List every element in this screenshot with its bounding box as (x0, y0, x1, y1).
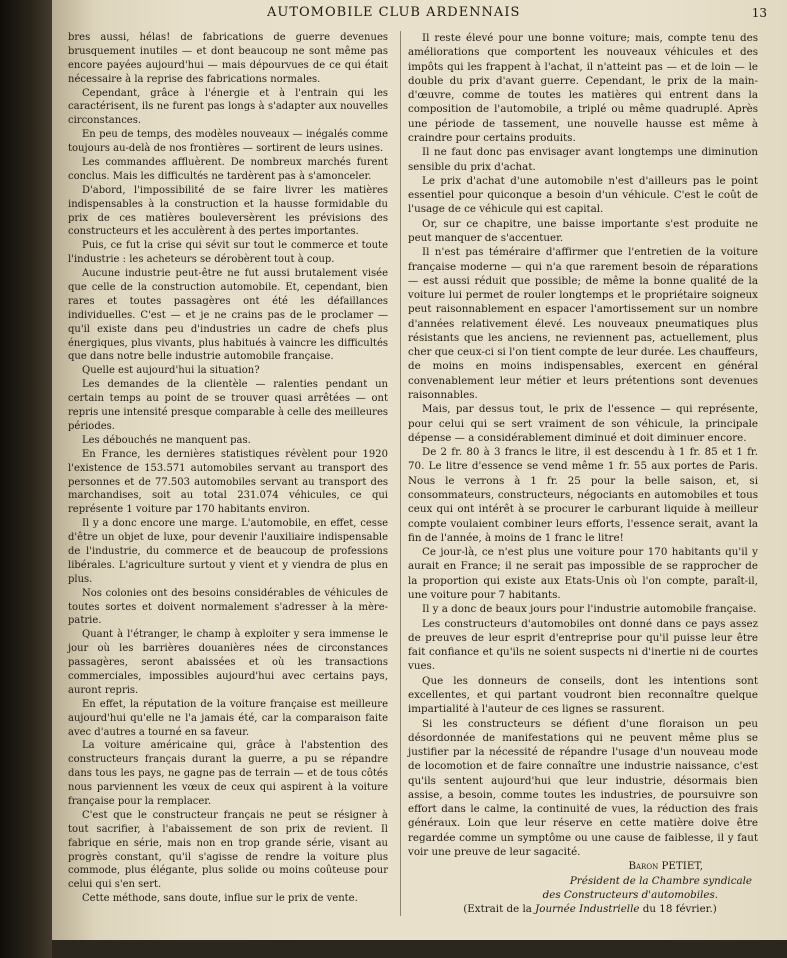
paragraph: Nos colonies ont des besoins considérables de véhicules de toutes sortes et doivent normalement s'adresser à la mère-patrie. (68, 587, 388, 627)
paragraph: Puis, ce fut la crise qui sévit sur tout le commerce et toute l'industrie : les acheteurs se dérobèrent tout à coup. (68, 240, 388, 266)
source-suffix: du 18 février.) (642, 903, 717, 916)
source-note (408, 902, 758, 916)
paragraph: Il y a donc encore une marge. L'automobile, en effet, cesse d'être un objet de luxe, pour devenir l'auxiliaire indispensable de l'industrie, du commerce et de beaucoup de professions libérales. L'agriculture surtout y vient et y viendra de plus en plus. (68, 518, 388, 585)
paragraph: Les constructeurs d'automobiles ont donné dans ce pays assez de preuves de leur esprit d'entreprise pour qu'il puisse leur être fait confiance et qu'ils ne soient suspects ni d'inertie ni de courtes vues. (408, 617, 758, 673)
page-header (52, 5, 787, 21)
paragraph: Mais, par dessus tout, le prix de l'essence — qui représente, pour celui qui se sert vraiment de son véhicule, la principale dépense — a considérablement diminué et doit diminuer encore. (408, 403, 758, 444)
paragraph: Le prix d'achat d'une automobile n'est d'ailleurs pas le point essentiel pour quiconque a besoin d'un véhicule. C'est le coût de l'usage de ce véhicule qui est capital. (408, 174, 758, 216)
paragraph: Cependant, grâce à l'énergie et à l'entrain qui les caractérisent, ils ne furent pas longs à s'adapter aux nouvelles circonstances. (68, 87, 388, 127)
paragraph: Or, sur ce chapitre, une baisse importante s'est produite ne peut manquer de s'accentuer. (408, 217, 758, 244)
signature-name: Baron PETIET, (628, 860, 703, 873)
paragraph: Il y a donc de beaux jours pour l'industrie automobile française. (422, 603, 757, 616)
paragraph: Si les constructeurs se défient d'une floraison un peu désordonnée de manifestations qui ne peuvent même plus se justifier par la nécessité de répandre l'usage d'un nouveau mode de locomotion et de faire connaître une industrie naissance, c'est qu'ils sentent aujourd'hui que leur industrie, désormais bien assise, a besoin, comme toutes les industries, de poursuivre son effort dans le calme, la continuité de vues, la réduction des frais généraux. Loin que leur réserve en cette matière doive être regardée comme un symptôme ou une cause de faiblesse, il y faut voir une preuve de leur sagacité. (408, 717, 758, 859)
source-prefix: (Extrait de la (463, 903, 532, 916)
paragraph: En peu de temps, des modèles nouveaux — inégalés comme toujours au-delà de nos frontières — sortirent de leurs usines. (68, 129, 388, 155)
paragraph: D'abord, l'impossibilité de se faire livrer les matières indispensables à la construction et la hausse formidable du prix de ces matières bouleversèrent les prévisions des constructeurs et les acculèrent à des pertes importantes. (68, 184, 388, 238)
source-publication: Journée Industrielle (535, 903, 640, 916)
paragraph: Ce jour-là, ce n'est plus une voiture pour 170 habitants qu'il y aurait en France; il ne serait pas impossible de se rapprocher de la proportion qui existe aux Etats-Unis où l'on compte, paraît-il, une voiture pour 7 habitants. (408, 546, 758, 601)
magazine-page (52, 0, 787, 940)
paragraph: En effet, la réputation de la voiture française est meilleure aujourd'hui qu'elle ne l'a jamais été, car la comparaison faite avec d'autres a tourné en sa faveur. (68, 698, 388, 738)
paragraph: Il ne faut donc pas envisager avant longtemps une diminution sensible du prix d'achat. (408, 146, 758, 173)
paragraph: Quant à l'étranger, le champ à exploiter y sera immense le jour où les barrières douanières nées de circonstances passagères, seront abaissées et où les transactions commerciales, impossibles aujourd'hui avec certains pays, auront repris. (68, 629, 388, 696)
paragraph: De 2 fr. 80 à 3 francs le litre, il est descendu à 1 fr. 85 et 1 fr. 70. Le litre d'essence se vend même 1 fr. 55 aux portes de Paris. Nous le verrons à 1 fr. 25 pour la belle saison, et, si consommateurs, constructeurs, négociants en automobiles et tous ceux qui ont intérêt à se procurer le carburant liquide à meilleur compte voulaient combiner leurs efforts, l'essence serait, avant la fin de l'année, à moins de 1 franc le litre! (408, 446, 758, 544)
paragraph: Quelle est aujourd'hui la situation? (82, 365, 260, 377)
paragraph: Les débouchés ne manquent pas. (82, 434, 251, 446)
paragraph: Aucune industrie peut-être ne fut aussi brutalement visée que celle de la construction automobile. Et, cependant, bien rares et toutes passagères ont été les défaillances individuelles. C'est — et je ne crains pas de le proclamer — qu'il existe dans peu d'industries un cadre de chefs plus énergiques, plus vivants, plus habitués à vaincre les difficultés que dans notre belle industrie automobile française. (68, 268, 388, 363)
paragraph: Cette méthode, sans doute, influe sur le prix de vente. (82, 893, 358, 905)
paragraph: Il n'est pas téméraire d'affirmer que l'entretien de la voiture française moderne — qui n'a que rarement besoin de réparations — est aussi réduit que possible; de même la bonne qualité de la voiture lui permet de rouler longtemps et le propriétaire soigneux peut raisonnablement en espacer l'amortissement sur un nombre d'années relativement élevé. Les nouveaux pneumatiques plus résistants que les anciens, ne reviennent pas, actuellement, plus cher que ceux-ci si l'on tient compte de leur durée. Les chauffeurs, de moins en moins indispensables, exercent en général convenablement leur métier et leurs prétentions sont devenues raisonnables. (408, 246, 758, 402)
running-title: AUTOMOBILE CLUB ARDENNAIS (267, 5, 521, 20)
paragraph: Il reste élevé pour une bonne voiture; mais, compte tenu des améliorations que comportent les nouveaux véhicules et des impôts qui les frappent à l'achat, il n'atteint pas — et de loin — le double du prix d'avant guerre. Cependant, le prix de la main-d'œuvre, comme de toutes les matières qui entrent dans la composition de l'automobile, a triplé ou même quadruplé. Après une période de tassement, une nouvelle hausse est même à craindre pour certains produits. (408, 32, 758, 144)
paragraph: Les commandes affluèrent. De nombreux marchés furent conclus. Mais les difficultés ne tardèrent pas à s'amonceler. (68, 157, 388, 182)
signature-role: Président de la Chambre syndicale (569, 874, 752, 887)
paragraph: Que les donneurs de conseils, dont les intentions sont excellentes, et qui partant voudront bien reconnaître quelque impartialité à l'auteur de ces lignes se rassurent. (408, 674, 758, 716)
paragraph: La voiture américaine qui, grâce à l'abstention des constructeurs français durant la guerre, a pu se répandre dans tous les pays, ne gagne pas de terrain — et de tous côtés nous parviennent les vœux de ceux qui aspirent à la voiture française pour la remplacer. (68, 740, 388, 807)
page-number: 13 (751, 6, 767, 20)
paragraph: En France, les dernières statistiques révèlent pour 1920 l'existence de 153.571 automobiles servant au transport des personnes et de 77.503 automobiles servant au transport des marchandises, soit au total 231.074 véhicules, ce qui représente 1 voiture par 170 habitants environ. (68, 448, 388, 516)
paragraph: bres aussi, hélas! de fabrications de guerre devenues brusquement inutiles — et dont beaucoup ne sont même pas encore payées aujourd'hui — mais dépourvues de ce qui était nécessaire à la reprise des fabrications normales. (68, 32, 388, 85)
signature-organization: des Constructeurs d'automobiles. (542, 888, 718, 901)
paragraph: C'est que le constructeur français ne peut se résigner à tout sacrifier, à l'abaissement de son prix de revient. Il fabrique en série, mais non en trop grande série, visant au progrès constant, qu'il s'agisse de rendre la voiture plus commode, plus élégante, plus solide ou moins coûteuse pour celui qui s'en sert. (68, 809, 388, 891)
right-column (400, 31, 758, 916)
paragraph: Les demandes de la clientèle — ralenties pendant un certain temps au point de se trouver quasi arrêtées — ont repris une intensité presque comparable à celle des meilleures périodes. (68, 379, 388, 432)
page-bottom-edge (52, 940, 787, 958)
left-column (68, 31, 388, 906)
